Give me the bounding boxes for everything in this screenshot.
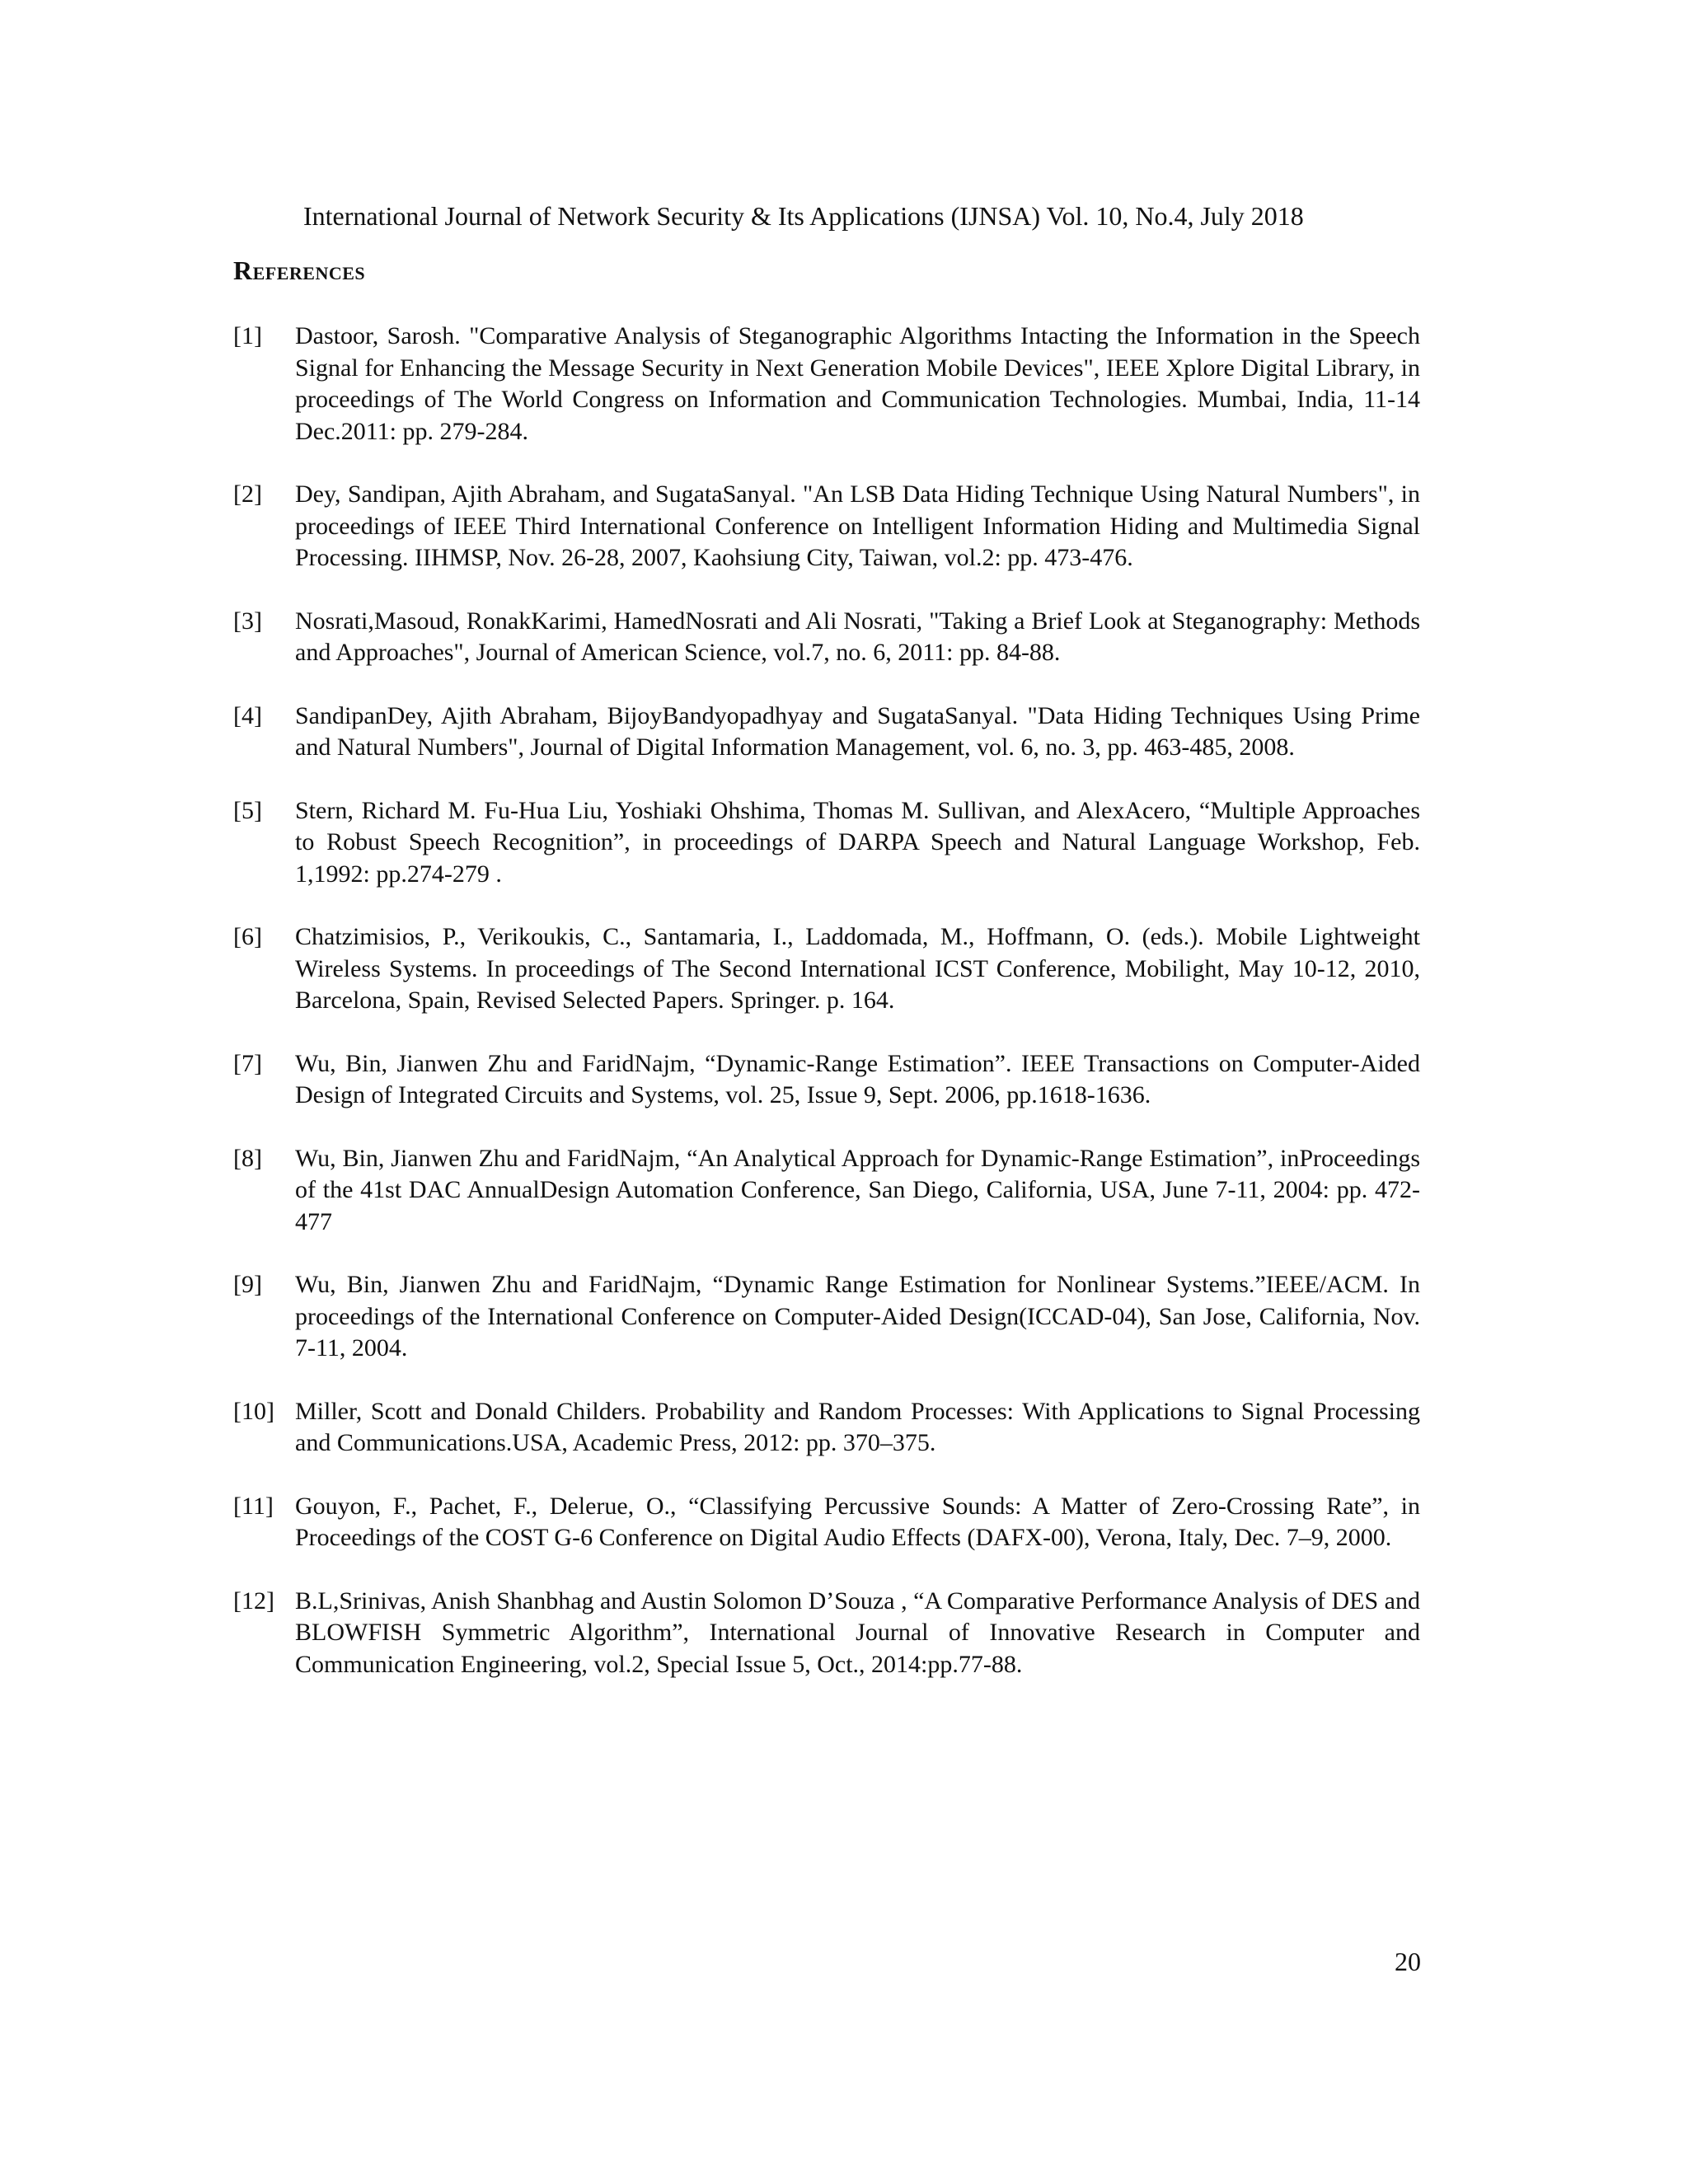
reference-number: [7] [233, 1049, 262, 1077]
reference-item-1 [233, 321, 1420, 448]
reference-number: [3] [233, 607, 262, 635]
page-number: 20 [1395, 1947, 1421, 1976]
reference-list [233, 321, 1420, 1712]
section-heading-references: References [233, 255, 366, 285]
reference-text: Nosrati,Masoud, RonakKarimi, HamedNosrati and Ali Nosrati, "Taking a Brief Look at Steganography: Methods and Approaches", Journal of American Science, vol.7, no. 6, 2011: pp. 84-88. [295, 607, 1420, 666]
reference-item-10 [233, 1396, 1420, 1460]
reference-item-12 [233, 1586, 1420, 1681]
reference-item-7 [233, 1048, 1420, 1112]
reference-text: Chatzimisios, P., Verikoukis, C., Santamaria, I., Laddomada, M., Hoffmann, O. (eds.). Mobile Lightweight Wireless Systems. In proceedings of The Second International ICST Conference, Mobilight, May 10-12, 2010, Barcelona, Spain, Revised Selected Papers. Springer. p. 164. [295, 923, 1420, 1014]
reference-item-3 [233, 606, 1420, 669]
reference-item-4 [233, 701, 1420, 764]
reference-item-2 [233, 479, 1420, 574]
reference-number: [6] [233, 923, 262, 950]
reference-text: Wu, Bin, Jianwen Zhu and FaridNajm, “An Analytical Approach for Dynamic-Range Estimation”, inProceedings of the 41st DAC AnnualDesign Automation Conference, San Diego, California, USA, June 7-11, 2004: pp. 472-477 [295, 1144, 1420, 1235]
reference-item-11 [233, 1491, 1420, 1554]
running-header: International Journal of Network Security & Its Applications (IJNSA) Vol. 10, No.4, July 2018 [303, 201, 1304, 231]
reference-text: Miller, Scott and Donald Childers. Probability and Random Processes: With Applications to Signal Processing and Communications.USA, Academic Press, 2012: pp. 370–375. [295, 1397, 1420, 1456]
reference-text: Dastoor, Sarosh. "Comparative Analysis of Steganographic Algorithms Intacting the Information in the Speech Signal for Enhancing the Message Security in Next Generation Mobile Devices", IEEE Xplore Digital Library, in proceedings of The World Congress on Information and Communication Technologies. Mumbai, India, 11-14 Dec.2011: pp. 279-284. [295, 322, 1420, 445]
reference-number: [12] [233, 1586, 274, 1615]
reference-item-9 [233, 1269, 1420, 1365]
reference-text: B.L,Srinivas, Anish Shanbhag and Austin Solomon D’Souza , “A Comparative Performance Analysis of DES and BLOWFISH Symmetric Algorithm”, International Journal of Innovative Research in Computer and Communication Engineering, vol.2, Special Issue 5, Oct., 2014:pp.77-88. [295, 1586, 1420, 1678]
reference-number: [8] [233, 1144, 262, 1172]
reference-text: Wu, Bin, Jianwen Zhu and FaridNajm, “Dynamic Range Estimation for Nonlinear Systems.”IEEE/ACM. In proceedings of the International Conference on Computer-Aided Design(ICCAD-04), San Jose, California, Nov. 7-11, 2004. [295, 1271, 1420, 1361]
reference-number: [5] [233, 796, 262, 824]
reference-number: [10] [233, 1397, 274, 1425]
reference-number: [4] [233, 701, 262, 729]
reference-text: Wu, Bin, Jianwen Zhu and FaridNajm, “Dynamic-Range Estimation”. IEEE Transactions on Computer-Aided Design of Integrated Circuits and Systems, vol. 25, Issue 9, Sept. 2006, pp.1618-1636. [295, 1049, 1420, 1108]
reference-item-6 [233, 921, 1420, 1017]
reference-item-5 [233, 795, 1420, 891]
reference-text: SandipanDey, Ajith Abraham, BijoyBandyopadhyay and SugataSanyal. "Data Hiding Techniques Using Prime and Natural Numbers", Journal of Digital Information Management, vol. 6, no. 3, pp. 463-485, 2008. [295, 701, 1420, 761]
reference-text: Dey, Sandipan, Ajith Abraham, and SugataSanyal. "An LSB Data Hiding Technique Using Natural Numbers", in proceedings of IEEE Third International Conference on Intelligent Information Hiding and Multimedia Signal Processing. IIHMSP, Nov. 26-28, 2007, Kaohsiung City, Taiwan, vol.2: pp. 473-476. [295, 480, 1420, 571]
reference-text: Stern, Richard M. Fu-Hua Liu, Yoshiaki Ohshima, Thomas M. Sullivan, and AlexAcero, “Multiple Approaches to Robust Speech Recognition”, in proceedings of DARPA Speech and Natural Language Workshop, Feb. 1,1992: pp.274-279 . [295, 796, 1420, 888]
reference-item-8 [233, 1143, 1420, 1239]
reference-number: [2] [233, 480, 262, 508]
reference-text: Gouyon, F., Pachet, F., Delerue, O., “Classifying Percussive Sounds: A Matter of Zero-Crossing Rate”, in Proceedings of the COST G-6 Conference on Digital Audio Effects (DAFX-00), Verona, Italy, Dec. 7–9, 2000. [295, 1492, 1420, 1551]
reference-number: [11] [233, 1492, 274, 1520]
reference-number: [9] [233, 1271, 262, 1298]
reference-number: [1] [233, 322, 262, 349]
